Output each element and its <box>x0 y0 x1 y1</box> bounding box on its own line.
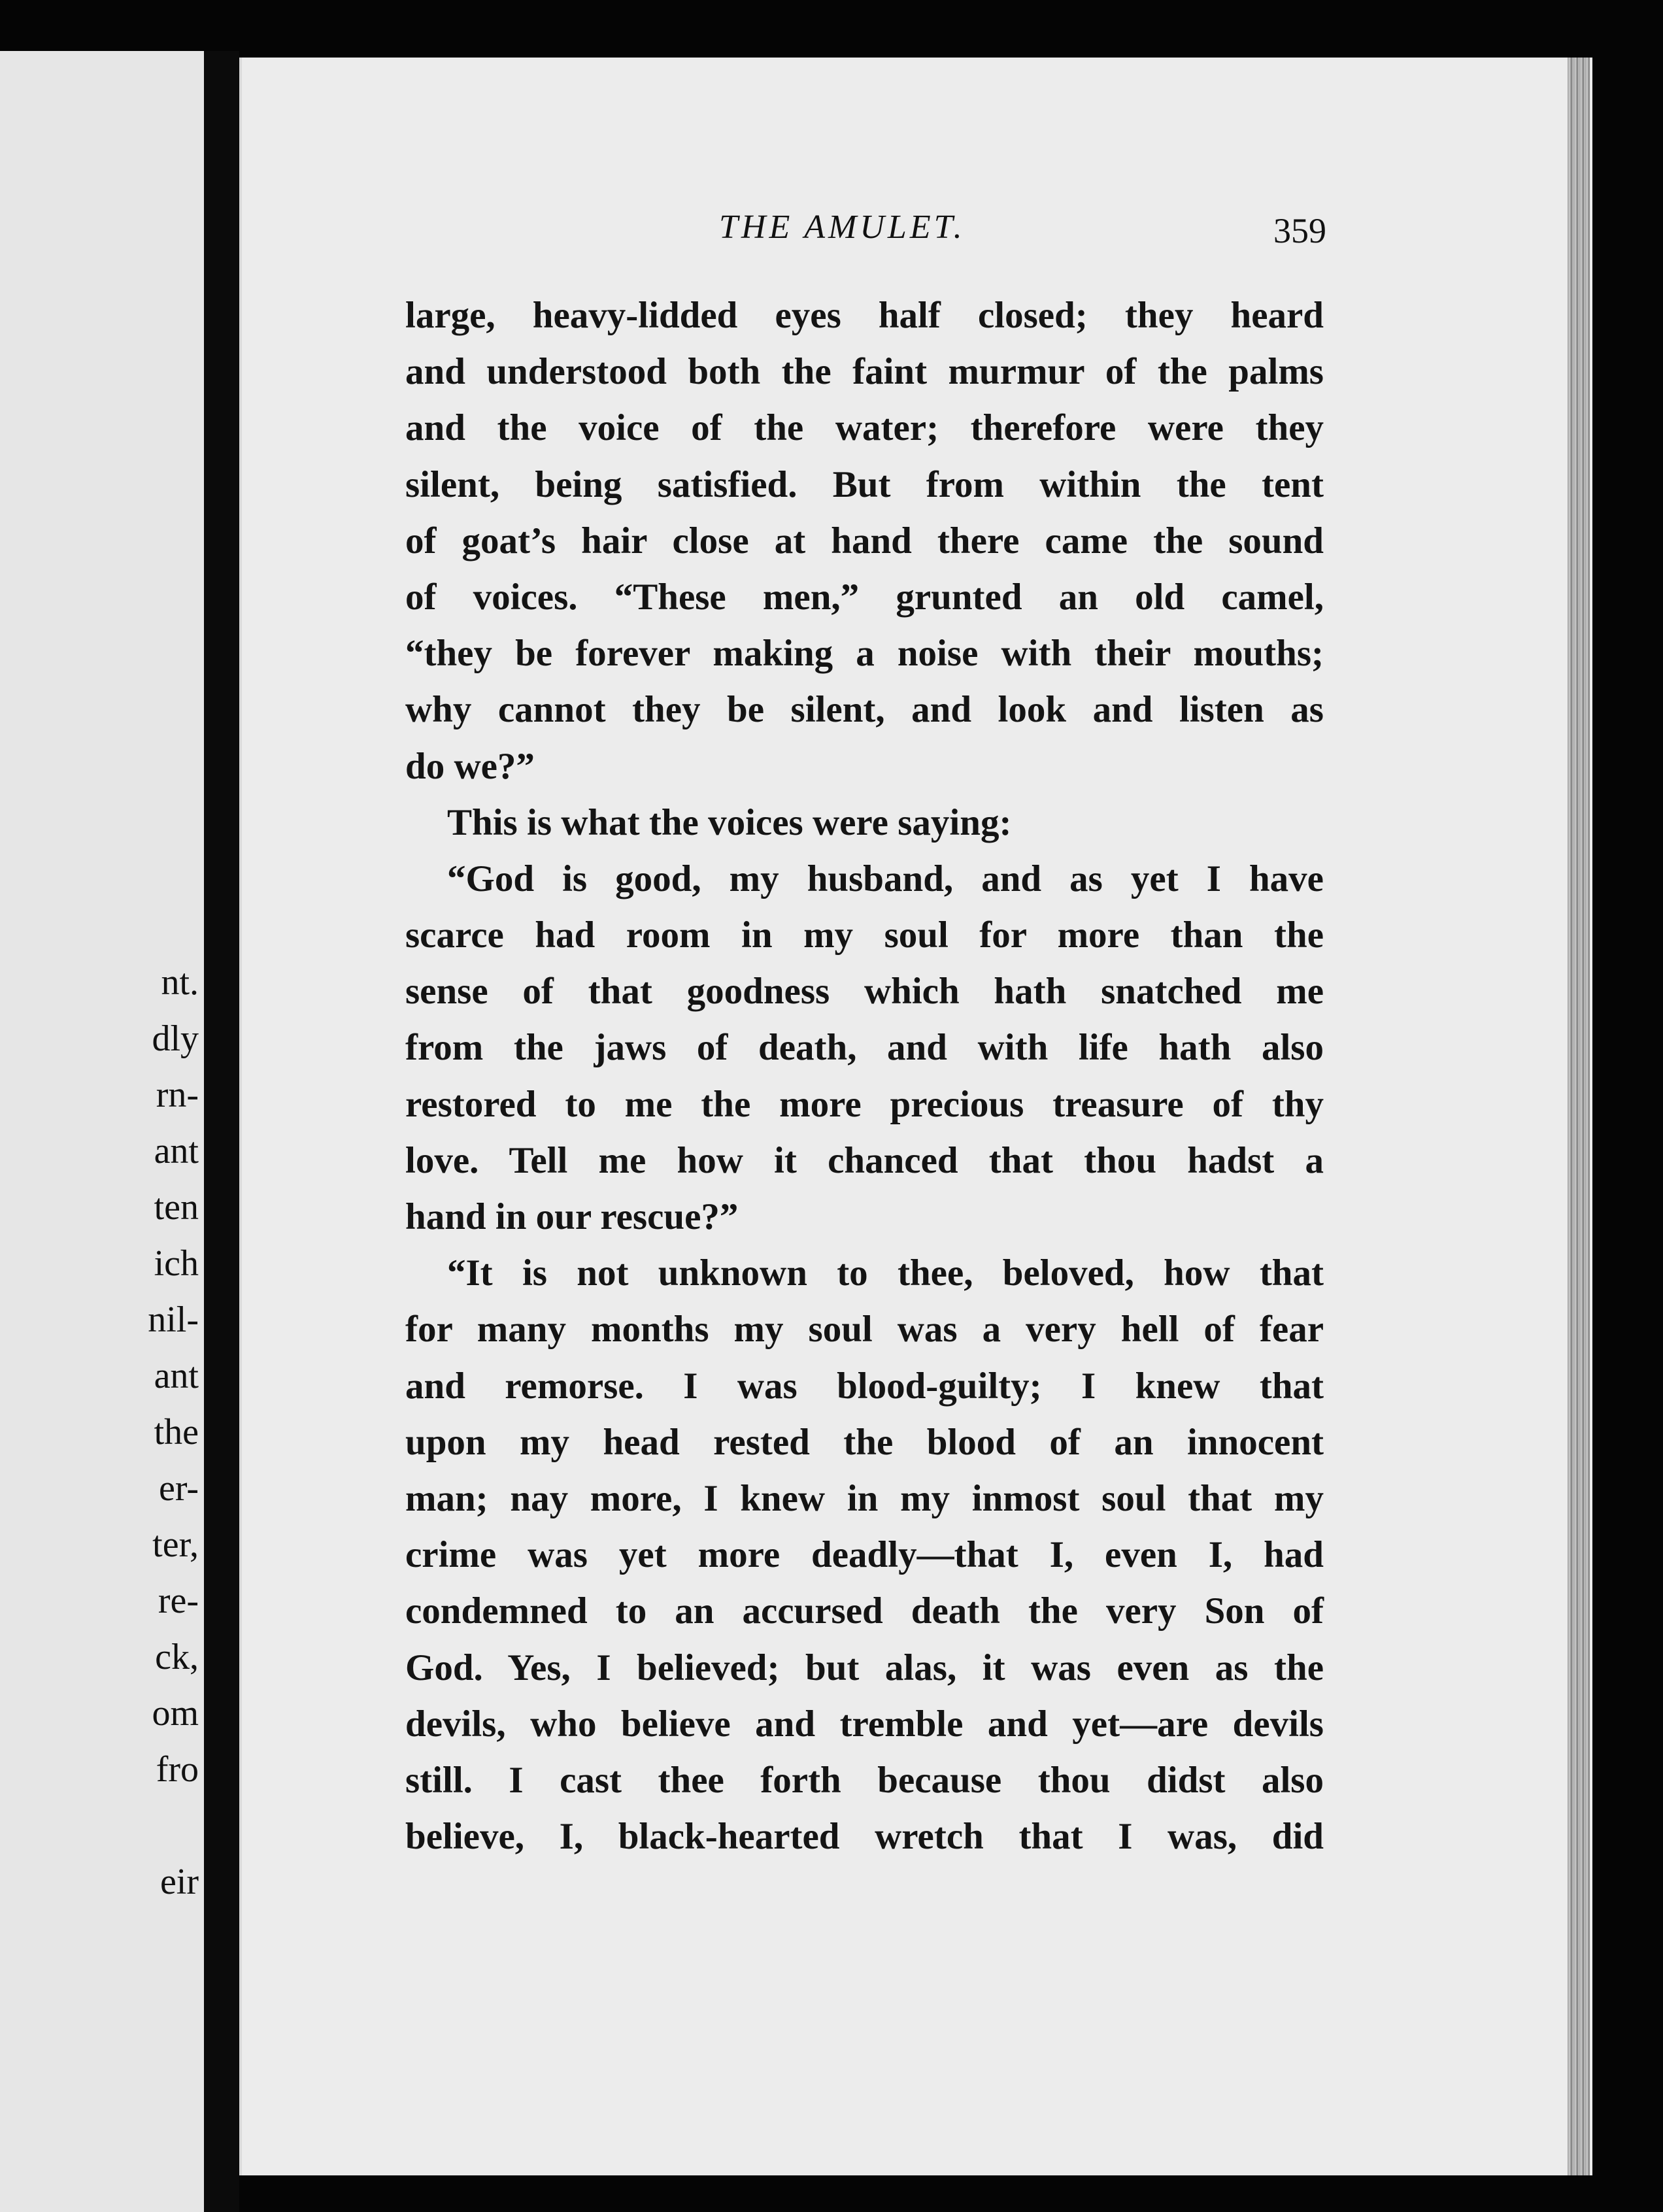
left-page-fragment: dly <box>152 1018 199 1059</box>
text-line: “God is good, my husband, and as yet I have <box>447 858 1324 899</box>
left-page-fragment: nt. <box>161 962 199 1003</box>
text-line: for many months my soul was a very hell of fear <box>405 1309 1324 1350</box>
left-page-fragment: ich <box>154 1243 199 1284</box>
text-line: restored to me the more precious treasure of thy <box>405 1083 1324 1125</box>
text-line: believe, I, black-hearted wretch that I was, did <box>405 1816 1324 1858</box>
text-line: and the voice of the water; therefore were they <box>405 407 1324 449</box>
text-line: God. Yes, I believed; but alas, it was even as the <box>405 1647 1324 1688</box>
text-line: of goat’s hair close at hand there came the sound <box>405 520 1324 561</box>
text-line: from the jaws of death, and with life hath also <box>405 1027 1324 1069</box>
text-line: This is what the voices were saying: <box>447 801 1012 843</box>
left-page-fragment: ant <box>154 1356 199 1396</box>
text-line: silent, being satisfied. But from within the tent <box>405 463 1324 505</box>
text-line: and remorse. I was blood-guilty; I knew that <box>405 1365 1324 1407</box>
left-page-fragment: om <box>152 1693 199 1734</box>
left-page-fragment: ck, <box>155 1637 199 1677</box>
text-line: man; nay more, I knew in my inmost soul that my <box>405 1477 1324 1519</box>
left-page-fragment: ter, <box>152 1524 199 1565</box>
text-line: love. Tell me how it chanced that thou hadst a <box>405 1139 1324 1181</box>
text-line: of voices. “These men,” grunted an old camel, <box>405 576 1324 618</box>
left-page-fragment: ant <box>154 1131 199 1171</box>
page-number: 359 <box>1273 211 1326 250</box>
page-edge <box>1568 58 1590 2175</box>
text-line: large, heavy-lidded eyes half closed; they heard <box>405 295 1324 336</box>
left-page-fragment: re- <box>158 1581 199 1621</box>
text-line: why cannot they be silent, and look and listen as <box>405 689 1324 731</box>
text-line: hand in our rescue?” <box>405 1196 739 1237</box>
text-line: crime was yet more deadly—that I, even I, had <box>405 1534 1324 1576</box>
left-page-fragment: rn- <box>156 1075 199 1115</box>
left-page <box>0 51 204 2212</box>
text-line: condemned to an accursed death the very Son of <box>405 1590 1324 1632</box>
text-line: scarce had room in my soul for more than the <box>405 914 1324 956</box>
left-page-fragment: eir <box>160 1862 199 1902</box>
text-line: sense of that goodness which hath snatched me <box>405 971 1324 1013</box>
text-line: “It is not unknown to thee, beloved, how that <box>447 1252 1324 1294</box>
book-spine-gutter <box>204 51 239 2212</box>
text-line: and understood both the faint murmur of the palms <box>405 351 1324 393</box>
text-line: “they be forever making a noise with their mouths; <box>405 633 1324 675</box>
left-page-fragment: nil- <box>148 1299 199 1340</box>
left-page-fragment: fro <box>156 1749 199 1790</box>
left-page-fragment: the <box>154 1412 199 1452</box>
left-page-fragment: er- <box>158 1468 199 1509</box>
text-line: upon my head rested the blood of an innocent <box>405 1421 1324 1463</box>
body-text <box>405 288 1324 1865</box>
running-title: THE AMULET. <box>719 209 966 246</box>
text-line: do we?” <box>405 745 535 787</box>
text-line: still. I cast thee forth because thou didst also <box>405 1759 1324 1801</box>
left-page-fragment: ten <box>154 1187 199 1228</box>
text-line: devils, who believe and tremble and yet—are devils <box>405 1703 1324 1745</box>
